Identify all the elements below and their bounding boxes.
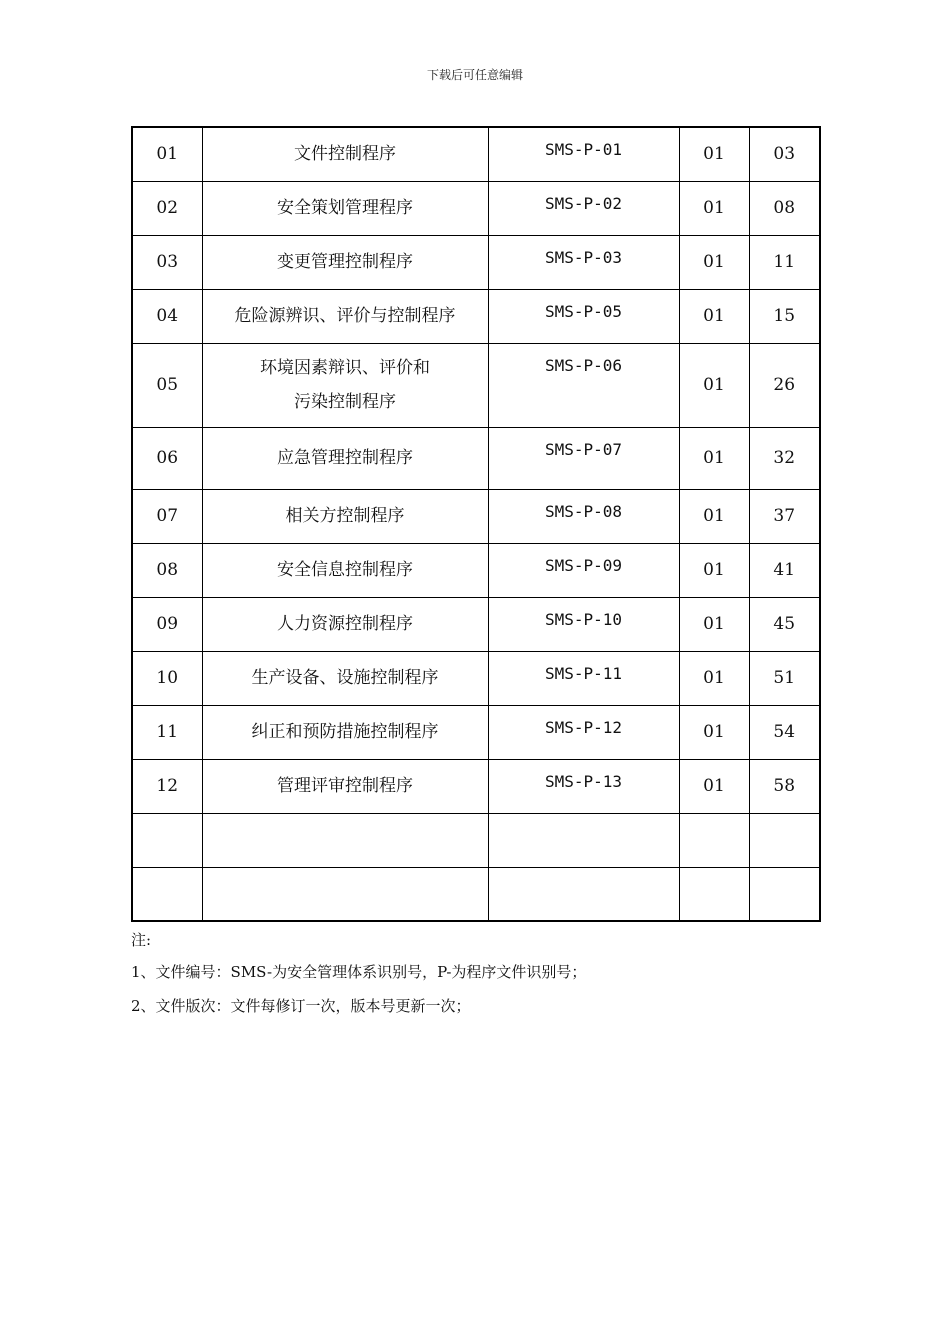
version-cell: 01 — [679, 597, 749, 651]
document-code-cell — [488, 867, 679, 921]
document-code-cell: SMS-P-08 — [488, 489, 679, 543]
document-title-line: 文件控制程序 — [294, 144, 396, 165]
page-number-cell: 11 — [749, 235, 820, 289]
document-title-cell — [202, 127, 488, 181]
document-code-cell: SMS-P-07 — [488, 427, 679, 489]
document-title-line: 环境因素辩识、评价和 — [260, 358, 430, 378]
document-title-cell — [202, 343, 488, 427]
document-title-line: 管理评审控制程序 — [277, 776, 413, 796]
page-number-cell: 08 — [749, 181, 820, 235]
document-code-cell: SMS-P-06 — [488, 343, 679, 427]
page-number-cell: 37 — [749, 489, 820, 543]
page-number-cell — [749, 813, 820, 867]
document-code-cell: SMS-P-02 — [488, 181, 679, 235]
document-title-line: 危险源辨识、评价与控制程序 — [234, 306, 456, 326]
version-cell — [679, 867, 749, 921]
table-row — [132, 759, 820, 813]
document-code-cell: SMS-P-13 — [488, 759, 679, 813]
document-title-line: 相关方控制程序 — [285, 506, 405, 526]
note-item: 2、文件版次：文件每修订一次，版本号更新一次； — [131, 997, 471, 1015]
table-row — [132, 543, 820, 597]
document-title-cell — [202, 597, 488, 651]
row-number-cell: 02 — [132, 181, 202, 235]
row-number-cell: 05 — [132, 343, 202, 427]
document-code-cell — [488, 813, 679, 867]
document-title-line: 变更管理控制程序 — [277, 252, 413, 272]
document-title-line: 安全策划管理程序 — [277, 198, 413, 218]
version-cell: 01 — [679, 427, 749, 489]
version-cell: 01 — [679, 489, 749, 543]
document-title-cell — [202, 427, 488, 489]
document-title-cell — [202, 289, 488, 343]
document-title-cell — [202, 181, 488, 235]
notes-section — [131, 930, 831, 1030]
version-cell: 01 — [679, 235, 749, 289]
page-number-cell: 03 — [749, 127, 820, 181]
page-header-note: 下载后可任意编辑 — [426, 68, 523, 82]
table-row — [132, 813, 820, 867]
page-number-cell: 51 — [749, 651, 820, 705]
page-number-cell: 15 — [749, 289, 820, 343]
table-row — [132, 235, 820, 289]
table-row — [132, 597, 820, 651]
row-number-cell: 01 — [132, 127, 202, 181]
row-number-cell: 12 — [132, 759, 202, 813]
table-row — [132, 489, 820, 543]
document-title-cell — [202, 235, 488, 289]
document-index-table — [131, 126, 821, 922]
page-number-cell: 58 — [749, 759, 820, 813]
table-row — [132, 651, 820, 705]
table-row — [132, 867, 820, 921]
version-cell: 01 — [679, 543, 749, 597]
row-number-cell: 11 — [132, 705, 202, 759]
row-number-cell: 08 — [132, 543, 202, 597]
version-cell: 01 — [679, 343, 749, 427]
version-cell: 01 — [679, 759, 749, 813]
version-cell: 01 — [679, 289, 749, 343]
version-cell: 01 — [679, 181, 749, 235]
document-title-line: 应急管理控制程序 — [277, 448, 413, 468]
page-number-cell: 54 — [749, 705, 820, 759]
document-title-cell — [202, 543, 488, 597]
note-item: 1、文件编号：SMS-为安全管理体系识别号，P-为程序文件识别号； — [131, 963, 587, 981]
version-cell: 01 — [679, 127, 749, 181]
table-row — [132, 427, 820, 489]
row-number-cell: 07 — [132, 489, 202, 543]
row-number-cell: 06 — [132, 427, 202, 489]
table-row — [132, 289, 820, 343]
document-title-line: 污染控制程序 — [294, 392, 396, 412]
row-number-cell — [132, 813, 202, 867]
document-title-line: 生产设备、设施控制程序 — [251, 668, 439, 688]
document-code-cell: SMS-P-12 — [488, 705, 679, 759]
row-number-cell: 09 — [132, 597, 202, 651]
table-row — [132, 343, 820, 427]
document-title-line: 安全信息控制程序 — [277, 560, 413, 580]
document-index-body — [132, 127, 820, 921]
page-number-cell — [749, 867, 820, 921]
document-title-cell — [202, 705, 488, 759]
document-title-cell — [202, 489, 488, 543]
table-row — [132, 127, 820, 181]
document-code-cell: SMS-P-09 — [488, 543, 679, 597]
row-number-cell: 10 — [132, 651, 202, 705]
row-number-cell: 04 — [132, 289, 202, 343]
version-cell: 01 — [679, 651, 749, 705]
version-cell: 01 — [679, 705, 749, 759]
document-code-cell: SMS-P-03 — [488, 235, 679, 289]
document-code-cell: SMS-P-11 — [488, 651, 679, 705]
document-code-cell: SMS-P-01 — [488, 127, 679, 181]
document-code-cell: SMS-P-10 — [488, 597, 679, 651]
page-number-cell: 26 — [749, 343, 820, 427]
page-number-cell: 41 — [749, 543, 820, 597]
document-title-cell — [202, 867, 488, 921]
document-title-cell — [202, 651, 488, 705]
page-number-cell: 32 — [749, 427, 820, 489]
document-title-line: 人力资源控制程序 — [277, 614, 413, 634]
document-title-line: 纠正和预防措施控制程序 — [251, 722, 439, 742]
row-number-cell — [132, 867, 202, 921]
document-title-cell — [202, 759, 488, 813]
notes-label: 注: — [131, 931, 152, 949]
version-cell — [679, 813, 749, 867]
page-number-cell: 45 — [749, 597, 820, 651]
table-row — [132, 705, 820, 759]
row-number-cell: 03 — [132, 235, 202, 289]
table-row — [132, 181, 820, 235]
document-code-cell: SMS-P-05 — [488, 289, 679, 343]
document-title-cell — [202, 813, 488, 867]
